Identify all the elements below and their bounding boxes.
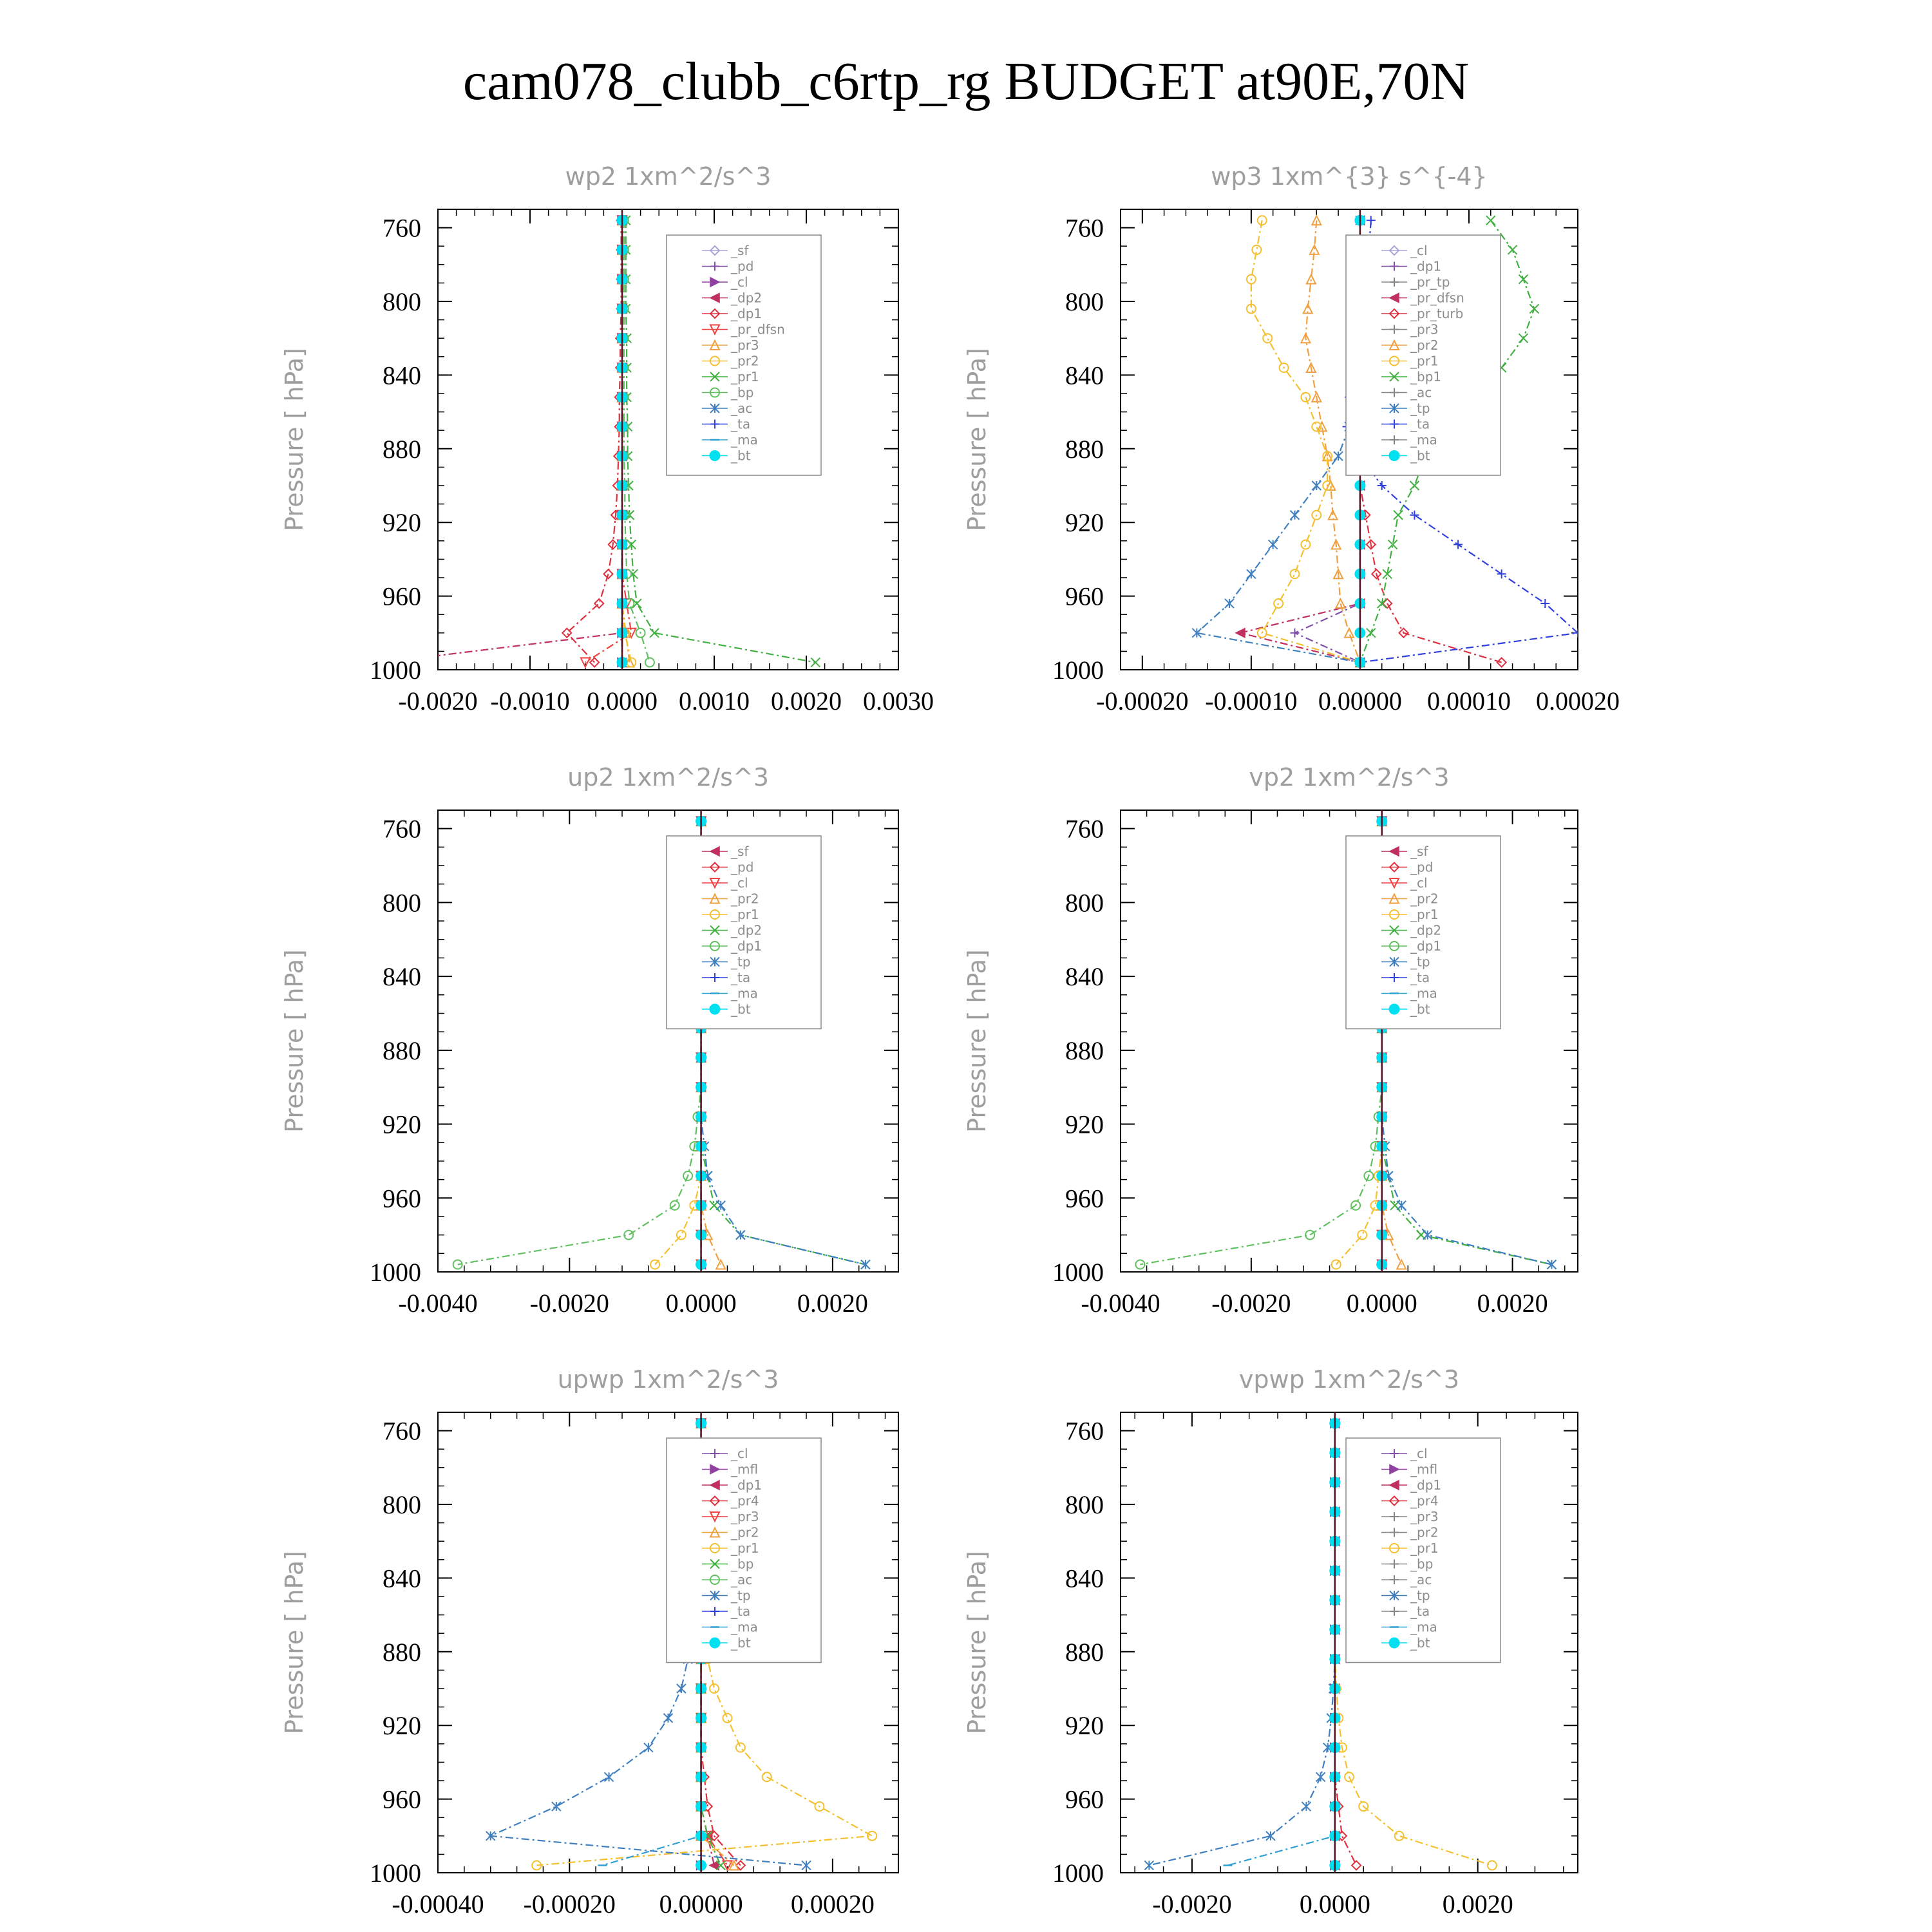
data-point [1312, 481, 1321, 490]
legend [1346, 235, 1501, 475]
series-line-pr1 [1251, 220, 1360, 662]
series-line-dp1 [458, 821, 701, 1264]
data-point [1345, 629, 1354, 638]
y-tick-label: 760 [383, 814, 421, 844]
panel-title: wp2 1xm^2/s^3 [565, 162, 772, 191]
legend-marker [710, 1004, 720, 1014]
x-tick-label: -0.0020 [1211, 1289, 1291, 1318]
y-tick-label: 960 [1065, 1184, 1104, 1213]
data-point [1519, 334, 1528, 343]
y-axis-label: Pressure [ hPa] [963, 949, 991, 1133]
y-tick-label: 880 [383, 1637, 421, 1667]
legend-marker [1389, 1004, 1399, 1014]
y-tick-label: 960 [1065, 1785, 1104, 1814]
data-point [1305, 1231, 1314, 1240]
chart-panel-4 [963, 763, 1578, 1318]
data-point [677, 1231, 686, 1240]
x-tick-label: 0.0020 [797, 1289, 868, 1318]
y-tick-label: 760 [1065, 1416, 1104, 1446]
legend-label: _pd [731, 859, 754, 875]
legend-label: _dp2 [731, 290, 762, 306]
data-point [1497, 569, 1506, 578]
data-point [1519, 275, 1528, 284]
legend-label: _ta [1410, 1604, 1430, 1619]
data-point [1290, 569, 1299, 578]
legend-label: _sf [1410, 844, 1428, 859]
data-point [1336, 599, 1345, 608]
y-tick-label: 920 [1065, 508, 1104, 538]
x-tick-label: 0.0000 [1299, 1889, 1370, 1918]
legend-label: _bp [731, 1556, 754, 1572]
legend-label: _bt [731, 448, 751, 464]
y-tick-label: 800 [383, 287, 421, 316]
y-tick-label: 880 [1065, 1036, 1104, 1065]
legend-label: _bt [1410, 1635, 1430, 1651]
legend-label: _bp [731, 384, 754, 401]
data-point [1263, 334, 1272, 343]
legend-label: _pr3 [731, 1509, 759, 1524]
y-tick-label: 880 [1065, 434, 1104, 464]
data-point [1454, 540, 1463, 549]
data-point [802, 1861, 811, 1870]
panel-title: vpwp 1xm^2/s^3 [1238, 1365, 1460, 1394]
y-tick-label: 760 [383, 1416, 421, 1446]
panel-title: upwp 1xm^2/s^3 [557, 1365, 779, 1394]
legend-label: _ma [1410, 1619, 1437, 1635]
legend-label: _mfl [731, 1461, 759, 1477]
data-point [1394, 511, 1403, 520]
legend-label: _pr_dfsn [731, 321, 785, 337]
legend-label: _pr1 [1410, 907, 1439, 922]
y-tick-label: 920 [1065, 1110, 1104, 1139]
data-point [1334, 451, 1343, 460]
legend-label: _tp [1410, 401, 1430, 416]
y-axis-label: Pressure [ hPa] [963, 348, 991, 531]
y-tick-label: 800 [383, 888, 421, 918]
legend-label: _pr_tp [1410, 274, 1450, 290]
legend-label: _ta [1410, 416, 1430, 432]
y-tick-label: 1000 [370, 1859, 421, 1888]
legend-label: _ma [731, 1619, 758, 1635]
legend-label: _pr2 [731, 891, 759, 907]
legend-label: _ac [1410, 384, 1432, 401]
y-axis-label: Pressure [ hPa] [280, 1551, 308, 1734]
legend-label: _pd [1410, 859, 1434, 875]
x-tick-label: 0.0020 [1477, 1289, 1548, 1318]
data-point [1316, 1772, 1325, 1781]
legend-label: _tp [1410, 954, 1430, 970]
legend [667, 235, 821, 475]
y-tick-label: 800 [1065, 888, 1104, 918]
legend-label: _ma [1410, 985, 1437, 1001]
legend [667, 836, 821, 1029]
legend-label: _pr4 [731, 1493, 759, 1509]
data-point [1247, 569, 1256, 578]
legend [1346, 836, 1501, 1029]
y-tick-label: 880 [383, 434, 421, 464]
data-point [1301, 540, 1310, 549]
legend-label: _tp [731, 1587, 751, 1604]
legend-label: _bt [1410, 448, 1430, 464]
x-tick-label: -0.0010 [490, 687, 570, 715]
legend-label: _pr1 [1410, 353, 1439, 369]
legend [1346, 1438, 1501, 1663]
x-tick-label: -0.0020 [398, 687, 478, 715]
x-tick-label: 0.00010 [1426, 687, 1511, 715]
legend-marker [710, 1638, 720, 1648]
y-tick-label: 1000 [370, 656, 421, 685]
y-tick-label: 1000 [1052, 656, 1104, 685]
y-tick-label: 960 [1065, 582, 1104, 611]
legend-label: _pr_dfsn [1410, 290, 1464, 306]
x-tick-label: -0.0040 [1081, 1289, 1160, 1318]
legend-label: _pr3 [1410, 321, 1439, 337]
legend-label: _pr1 [731, 369, 759, 384]
legend-label: _pr1 [1410, 1540, 1439, 1556]
x-tick-label: 0.00000 [1318, 687, 1402, 715]
legend-label: _cl [1410, 875, 1428, 891]
legend-label: _sf [731, 243, 749, 258]
x-tick-label: 0.0010 [679, 687, 750, 715]
data-point [1547, 1260, 1556, 1269]
legend-label: _pr_turb [1410, 306, 1464, 321]
data-point [605, 1772, 614, 1781]
legend-label: _sf [731, 844, 749, 859]
legend-label: _cl [731, 875, 748, 891]
chart-panel-6 [963, 1365, 1578, 1918]
data-point [811, 658, 820, 667]
legend-label: _ta [731, 1604, 751, 1619]
legend-label: _dp1 [731, 1477, 762, 1493]
data-point [1530, 304, 1539, 313]
y-tick-label: 1000 [1052, 1859, 1104, 1888]
x-tick-label: 0.0000 [587, 687, 658, 715]
legend-label: _bp [1410, 1556, 1434, 1572]
data-point [861, 1260, 870, 1269]
x-tick-label: -0.0040 [398, 1289, 478, 1318]
y-tick-label: 840 [383, 361, 421, 390]
y-tick-label: 760 [383, 213, 421, 243]
legend-label: _pr3 [731, 337, 759, 353]
x-tick-label: 0.0020 [1442, 1889, 1513, 1918]
legend-label: _dp2 [1410, 922, 1442, 938]
data-point [1290, 629, 1299, 638]
legend-label: _cl [1410, 243, 1428, 258]
y-tick-label: 840 [383, 962, 421, 992]
y-tick-label: 800 [1065, 1490, 1104, 1519]
data-point [1486, 216, 1495, 225]
panel-title: vp2 1xm^2/s^3 [1249, 763, 1450, 791]
y-tick-label: 920 [383, 1711, 421, 1741]
legend-label: _ma [731, 985, 758, 1001]
y-axis-label: Pressure [ hPa] [280, 348, 308, 531]
y-tick-label: 920 [383, 1110, 421, 1139]
series-line-tp [1197, 220, 1360, 662]
legend-label: _ac [1410, 1572, 1432, 1587]
data-point [1367, 216, 1376, 225]
legend-label: _pr1 [731, 907, 759, 922]
y-tick-label: 800 [383, 1490, 421, 1519]
data-point [716, 1201, 725, 1210]
legend-label: _pr3 [1410, 1509, 1439, 1524]
legend-label: _pr2 [1410, 891, 1439, 907]
data-point [1397, 1201, 1406, 1210]
data-point [1269, 540, 1278, 549]
legend-marker [1389, 451, 1399, 461]
data-point [645, 658, 654, 667]
data-point [1423, 1231, 1432, 1240]
y-tick-label: 760 [1065, 814, 1104, 844]
legend-label: _bp1 [1410, 369, 1442, 384]
chart-panel-1 [280, 162, 934, 715]
y-tick-label: 760 [1065, 213, 1104, 243]
y-tick-label: 960 [383, 1184, 421, 1213]
legend-label: _pr2 [1410, 1524, 1439, 1540]
data-point [1358, 1231, 1367, 1240]
x-tick-label: 0.0030 [863, 687, 934, 715]
chart-panel-5 [280, 1365, 898, 1918]
data-point [677, 1684, 686, 1693]
legend-label: _pr4 [1410, 1493, 1439, 1509]
legend-label: _pd [731, 258, 754, 274]
y-tick-label: 1000 [1052, 1258, 1104, 1287]
y-tick-label: 800 [1065, 287, 1104, 316]
legend-label: _dp1 [1410, 1477, 1442, 1493]
x-tick-label: 0.0000 [665, 1289, 737, 1318]
legend-label: _dp1 [1410, 938, 1442, 954]
data-point [1410, 511, 1419, 520]
legend-label: _bt [731, 1635, 751, 1651]
data-point [1302, 1802, 1311, 1811]
legend-label: _ta [731, 416, 751, 432]
y-tick-label: 880 [1065, 1637, 1104, 1667]
legend-label: _pr2 [1410, 337, 1439, 353]
legend-label: _mfl [1410, 1461, 1438, 1477]
legend-label: _ma [1410, 432, 1437, 448]
page-title: cam078_clubb_c6rtp_rg BUDGET at90E,70N [462, 52, 1470, 111]
series-line-dp1 [567, 220, 621, 662]
x-tick-label: -0.00040 [392, 1889, 484, 1918]
x-tick-label: 0.00000 [659, 1889, 743, 1918]
data-point [1236, 629, 1245, 638]
data-point [1508, 245, 1517, 254]
legend-label: _ac [731, 1572, 753, 1587]
legend-label: _dp1 [731, 938, 762, 954]
y-axis-label: Pressure [ hPa] [963, 1551, 991, 1734]
data-point [1367, 629, 1376, 638]
data-point [1225, 599, 1234, 608]
legend-label: _dp1 [1410, 258, 1442, 274]
legend-marker [1389, 1638, 1399, 1648]
y-tick-label: 920 [383, 508, 421, 538]
x-tick-label: 0.0020 [771, 687, 842, 715]
legend-label: _dp1 [731, 306, 762, 321]
legend-label: _bt [731, 1001, 751, 1017]
chart-panel-2 [963, 162, 1620, 715]
y-tick-label: 840 [1065, 361, 1104, 390]
legend-label: _pr1 [731, 1540, 759, 1556]
y-tick-label: 960 [383, 1785, 421, 1814]
data-point [736, 1743, 745, 1752]
legend-label: _tp [731, 954, 751, 970]
y-tick-label: 1000 [370, 1258, 421, 1287]
legend-label: _cl [1410, 1446, 1428, 1461]
data-point [552, 1802, 561, 1811]
legend-label: _ta [731, 970, 751, 985]
y-tick-label: 880 [383, 1036, 421, 1065]
data-point [1395, 1832, 1404, 1841]
legend-label: _tp [1410, 1587, 1430, 1604]
y-axis-label: Pressure [ hPa] [280, 949, 308, 1133]
y-tick-label: 840 [383, 1564, 421, 1593]
legend-label: _bt [1410, 1001, 1430, 1017]
data-point [644, 1743, 653, 1752]
series-line-tp [1149, 1423, 1334, 1865]
x-tick-label: -0.0020 [1152, 1889, 1232, 1918]
series-line-ma [1227, 1423, 1334, 1865]
legend-label: _cl [731, 1446, 748, 1461]
legend-label: _pr2 [731, 1524, 759, 1540]
legend-label: _ac [731, 401, 753, 416]
data-point [1290, 511, 1299, 520]
legend-label: _pr2 [731, 353, 759, 369]
y-tick-label: 840 [1065, 1564, 1104, 1593]
y-tick-label: 840 [1065, 962, 1104, 992]
legend-label: _ta [1410, 970, 1430, 985]
legend-label: _dp2 [731, 922, 762, 938]
x-tick-label: -0.00020 [523, 1889, 616, 1918]
x-tick-label: -0.00010 [1205, 687, 1298, 715]
y-tick-label: 960 [383, 582, 421, 611]
x-tick-label: 0.00020 [790, 1889, 875, 1918]
y-tick-label: 920 [1065, 1711, 1104, 1741]
panel-title: up2 1xm^2/s^3 [567, 763, 769, 791]
data-point [1307, 275, 1316, 284]
data-point [723, 1714, 732, 1723]
legend-label: _ma [731, 432, 758, 448]
x-tick-label: -0.00020 [1096, 687, 1189, 715]
legend-marker [710, 451, 720, 461]
data-point [1266, 1832, 1275, 1841]
data-point [1410, 481, 1419, 490]
legend [667, 1438, 821, 1663]
x-tick-label: -0.0020 [529, 1289, 609, 1318]
x-tick-label: 0.0000 [1346, 1289, 1417, 1318]
data-point [736, 1231, 745, 1240]
data-point [1144, 1861, 1153, 1870]
legend-label: _cl [731, 274, 748, 290]
chart-panel-3 [280, 763, 898, 1318]
panel-title: wp3 1xm^{3} s^{-4} [1211, 162, 1488, 191]
series-line-pr_dfsn [1240, 220, 1360, 662]
x-tick-label: 0.00020 [1536, 687, 1620, 715]
data-point [664, 1714, 673, 1723]
